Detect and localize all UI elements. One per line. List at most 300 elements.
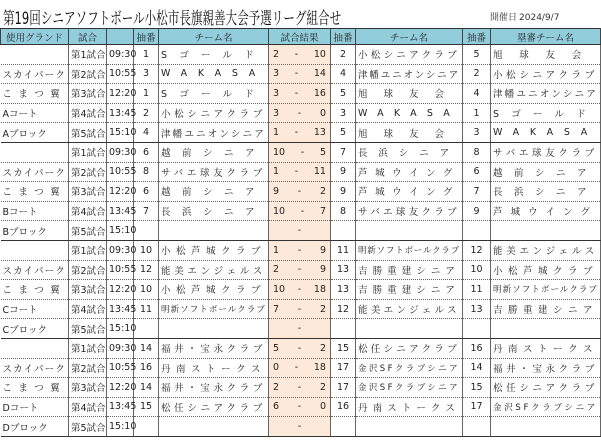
draw-number-2: 17: [331, 378, 356, 398]
header-row: [1, 29, 601, 45]
umpire-team-name: 能美エンジェルス: [493, 246, 598, 258]
header-game: 試合: [69, 29, 107, 45]
ground-cell: [1, 417, 69, 437]
team2-name: 吉勝重建シニア: [358, 265, 460, 277]
team2-cell: [356, 162, 463, 182]
umpire-cell: [491, 338, 601, 358]
draw-number-3: [463, 319, 491, 339]
score-team1: 3: [273, 87, 280, 99]
team2-cell: [356, 64, 463, 84]
table-row: [1, 221, 601, 241]
team2-cell: [356, 103, 463, 123]
score-team2: 18: [313, 283, 326, 295]
umpire-cell: [491, 221, 601, 241]
team2-name: 明新ソフトボールクラブ: [358, 246, 460, 257]
header-draw2: 抽番: [331, 29, 356, 45]
team1-name: 能美エンジェルス: [161, 265, 266, 277]
team2-name: 津幡ユニオンシニア: [358, 69, 460, 81]
ground-label: スカイパーク: [2, 363, 66, 375]
score-team1: 0: [273, 362, 280, 374]
draw-number-3: 11: [463, 280, 491, 300]
team2-name: 金沢SFクラブシニア: [358, 363, 460, 374]
team1-name: 福井・宝永クラブ: [161, 344, 266, 356]
draw-number-2: 11: [331, 240, 356, 260]
ground-cell: [1, 84, 69, 104]
score-cell: [269, 299, 331, 319]
umpire-team-name: 丹南ストークス: [493, 344, 598, 356]
ground-cell: [1, 260, 69, 280]
ground-label: Bコート: [2, 207, 38, 219]
umpire-team-name: 小松シニアクラブ: [493, 69, 598, 81]
ground-label: スカイパーク: [2, 69, 66, 81]
draw-number-2: 7: [331, 142, 356, 162]
score-team2: 5: [319, 146, 326, 158]
game-label: 第2試合: [69, 260, 107, 280]
ground-label: こまつ翼: [2, 89, 66, 101]
team1-cell: [159, 280, 269, 300]
team2-name: 小松シニアクラブ: [358, 50, 460, 62]
game-label: 第2試合: [69, 358, 107, 378]
ground-cell: [1, 338, 69, 358]
table-row: [1, 162, 601, 182]
team1-name: 越前シニア: [161, 187, 266, 199]
game-time: 09:30: [107, 338, 134, 358]
game-label: 第3試合: [69, 182, 107, 202]
team2-name: 長浜シニア: [358, 148, 460, 160]
ground-label: Cブロック: [2, 324, 47, 336]
team2-cell: [356, 182, 463, 202]
draw-number-2: 5: [331, 84, 356, 104]
score-separator: -: [294, 362, 299, 374]
team1-cell: [159, 338, 269, 358]
game-time: 10:55: [107, 162, 134, 182]
draw-number-2: [331, 319, 356, 339]
score-team1: 10: [273, 283, 286, 295]
table-row: [1, 123, 601, 143]
team1-cell: [159, 64, 269, 84]
ground-cell: [1, 182, 69, 202]
game-time: 10:55: [107, 64, 134, 84]
ground-label: Cコート: [2, 305, 38, 317]
umpire-cell: [491, 103, 601, 123]
table-row: [1, 417, 601, 437]
team1-name: 長浜シニア: [161, 207, 266, 219]
draw-number-3: 12: [463, 240, 491, 260]
draw-number-1: 10: [134, 240, 159, 260]
draw-number-3: 2: [463, 64, 491, 84]
score-team2: 0: [319, 107, 326, 119]
score-cell: [269, 397, 331, 417]
team1-name: Sゴールド: [161, 50, 266, 62]
umpire-cell: [491, 182, 601, 202]
game-label: 第2試合: [69, 162, 107, 182]
team1-cell: [159, 84, 269, 104]
draw-number-1: 16: [134, 358, 159, 378]
team1-name: 小松芦城クラブ: [161, 285, 266, 297]
ground-cell: [1, 358, 69, 378]
game-label: 第1試合: [69, 142, 107, 162]
team1-name: Sゴールド: [161, 89, 266, 101]
ground-label: Aブロック: [2, 128, 47, 140]
ground-cell: [1, 142, 69, 162]
team2-cell: [356, 142, 463, 162]
umpire-team-name: WAKASA: [493, 127, 598, 139]
draw-number-1: 15: [134, 397, 159, 417]
team1-cell: [159, 417, 269, 437]
score-team1: 1: [273, 127, 280, 139]
score-separator: -: [297, 323, 302, 335]
team2-name: 旭球友会: [358, 128, 460, 140]
draw-number-2: 17: [331, 358, 356, 378]
game-time: 12:20: [107, 280, 134, 300]
score-separator: -: [297, 244, 302, 256]
table-row: [1, 64, 601, 84]
team1-name: 明新ソフトボールクラブ: [161, 305, 266, 316]
umpire-cell: [491, 162, 601, 182]
game-time: 15:10: [107, 221, 134, 241]
team2-cell: [356, 397, 463, 417]
draw-number-3: 9: [463, 201, 491, 221]
score-cell: [269, 182, 331, 202]
draw-number-2: 12: [331, 299, 356, 319]
score-team2: 7: [319, 205, 326, 217]
draw-number-2: [331, 221, 356, 241]
ground-cell: [1, 201, 69, 221]
draw-number-2: [331, 417, 356, 437]
draw-number-3: 16: [463, 338, 491, 358]
score-separator: -: [294, 68, 299, 80]
draw-number-1: 3: [134, 64, 159, 84]
game-time: 15:10: [107, 319, 134, 339]
score-team1: 2: [273, 264, 280, 276]
score-team1: 2: [273, 381, 280, 393]
draw-number-2: 16: [331, 397, 356, 417]
draw-number-2: 15: [331, 338, 356, 358]
ground-cell: [1, 240, 69, 260]
score-team2: 9: [319, 244, 326, 256]
game-time: 10:55: [107, 260, 134, 280]
team1-cell: [159, 182, 269, 202]
page-title: 第19回シニアソフトボール小松市長旗親善大会予選リーグ組合せ: [3, 9, 342, 29]
draw-number-1: 1: [134, 45, 159, 65]
game-label: 第4試合: [69, 299, 107, 319]
draw-number-1: 14: [134, 378, 159, 398]
score-separator: -: [294, 87, 299, 99]
team2-name: 芦城ウイング: [358, 167, 460, 179]
game-label: 第1試合: [69, 240, 107, 260]
team1-name: サバエ球友クラブ: [161, 167, 266, 179]
game-time: 09:30: [107, 45, 134, 65]
draw-number-3: 5: [463, 45, 491, 65]
score-cell: [269, 338, 331, 358]
draw-number-1: [134, 319, 159, 339]
score-separator: -: [297, 303, 302, 315]
draw-number-2: 3: [331, 103, 356, 123]
table-row: [1, 338, 601, 358]
score-team1: 2: [273, 48, 280, 60]
score-team2: 10: [313, 48, 326, 60]
table-row: [1, 45, 601, 65]
team2-cell: [356, 201, 463, 221]
ground-label: Dブロック: [2, 422, 48, 434]
game-label: 第1試合: [69, 338, 107, 358]
umpire-cell: [491, 280, 601, 300]
score-separator: -: [297, 421, 302, 433]
draw-number-3: 10: [463, 260, 491, 280]
team2-name: 旭球友会: [358, 89, 460, 101]
ground-cell: [1, 64, 69, 84]
umpire-team-name: 旭球友会: [493, 50, 598, 62]
ground-label: Aコート: [2, 109, 38, 121]
umpire-cell: [491, 260, 601, 280]
score-cell: [269, 142, 331, 162]
score-team1: 10: [273, 205, 286, 217]
team2-name: 吉勝重建シニア: [358, 285, 460, 297]
draw-number-3: [463, 417, 491, 437]
score-team1: 9: [273, 185, 280, 197]
ground-label: スカイパーク: [2, 167, 66, 179]
header-ground: 使用グランド: [1, 29, 69, 45]
ground-label: こまつ翼: [2, 383, 66, 395]
table-row: [1, 260, 601, 280]
score-cell: [269, 240, 331, 260]
score-team2: 13: [313, 127, 326, 139]
team2-cell: [356, 45, 463, 65]
score-cell: [269, 123, 331, 143]
draw-number-2: 8: [331, 201, 356, 221]
team1-name: 丹南ストークス: [161, 363, 266, 375]
game-time: 13:45: [107, 397, 134, 417]
team2-cell: [356, 338, 463, 358]
table-row: [1, 182, 601, 202]
umpire-team-name: 芦城ウイング: [493, 207, 598, 219]
score-cell: [269, 84, 331, 104]
umpire-team-name: 金沢SFクラブシニア: [493, 402, 598, 413]
umpire-cell: [491, 201, 601, 221]
draw-number-3: [463, 221, 491, 241]
team2-name: 金沢SFクラブシニア: [358, 383, 460, 394]
team2-name: 丹南ストークス: [358, 402, 460, 414]
score-team1: 10: [273, 146, 286, 158]
game-label: 第1試合: [69, 45, 107, 65]
game-time: 13:45: [107, 201, 134, 221]
score-cell: [269, 260, 331, 280]
schedule-body: [1, 45, 601, 437]
score-separator: -: [300, 146, 305, 158]
score-cell: [269, 417, 331, 437]
score-cell: [269, 378, 331, 398]
game-label: 第5試合: [69, 221, 107, 241]
draw-number-1: 8: [134, 162, 159, 182]
draw-number-2: 5: [331, 123, 356, 143]
header-result: 試合結果: [269, 29, 331, 45]
team2-cell: [356, 280, 463, 300]
umpire-cell: [491, 142, 601, 162]
team1-cell: [159, 45, 269, 65]
umpire-team-name: 長浜シニア: [493, 187, 598, 199]
team2-cell: [356, 260, 463, 280]
score-cell: [269, 162, 331, 182]
score-team1: 3: [273, 107, 280, 119]
date-label: 開催日: [490, 13, 518, 23]
game-label: 第5試合: [69, 123, 107, 143]
score-team2: 14: [313, 68, 326, 80]
umpire-team-name: 福井・宝永クラブ: [493, 363, 598, 375]
game-time: 09:30: [107, 142, 134, 162]
table-row: [1, 103, 601, 123]
umpire-cell: [491, 299, 601, 319]
team2-name: サバエ球友クラブ: [358, 207, 460, 219]
draw-number-1: 6: [134, 182, 159, 202]
team2-cell: [356, 378, 463, 398]
score-team2: 2: [319, 381, 326, 393]
ground-label: スカイパーク: [2, 265, 66, 277]
draw-number-3: 14: [463, 358, 491, 378]
table-row: [1, 142, 601, 162]
score-cell: [269, 319, 331, 339]
game-time: 12:20: [107, 84, 134, 104]
game-label: 第3試合: [69, 84, 107, 104]
draw-number-1: 4: [134, 123, 159, 143]
umpire-cell: [491, 240, 601, 260]
umpire-cell: [491, 397, 601, 417]
score-separator: -: [297, 225, 302, 237]
draw-number-3: 17: [463, 397, 491, 417]
table-row: [1, 358, 601, 378]
header-team2: チーム名: [356, 29, 463, 45]
header-team1: チーム名: [159, 29, 269, 45]
ground-cell: [1, 103, 69, 123]
score-cell: [269, 103, 331, 123]
game-label: 第2試合: [69, 64, 107, 84]
ground-cell: [1, 319, 69, 339]
team1-name: WAKASA: [161, 68, 266, 80]
score-cell: [269, 64, 331, 84]
team1-cell: [159, 378, 269, 398]
ground-cell: [1, 45, 69, 65]
draw-number-1: 2: [134, 103, 159, 123]
team2-cell: [356, 299, 463, 319]
team1-name: 小松シニアクラブ: [161, 109, 266, 121]
game-label: 第5試合: [69, 417, 107, 437]
umpire-cell: [491, 84, 601, 104]
draw-number-1: 10: [134, 280, 159, 300]
score-cell: [269, 201, 331, 221]
draw-number-2: 13: [331, 280, 356, 300]
team1-cell: [159, 358, 269, 378]
score-separator: -: [297, 401, 302, 413]
draw-number-3: 8: [463, 142, 491, 162]
score-cell: [269, 221, 331, 241]
draw-number-1: 12: [134, 260, 159, 280]
score-separator: -: [297, 283, 302, 295]
umpire-team-name: Sゴールド: [493, 109, 598, 121]
draw-number-1: 6: [134, 142, 159, 162]
draw-number-2: 2: [331, 45, 356, 65]
game-time: 12:20: [107, 182, 134, 202]
ground-cell: [1, 123, 69, 143]
game-time: 12:20: [107, 378, 134, 398]
draw-number-1: [134, 417, 159, 437]
score-team1: 1: [273, 166, 280, 178]
game-label: 第4試合: [69, 397, 107, 417]
game-label: 第4試合: [69, 201, 107, 221]
game-label: 第3試合: [69, 378, 107, 398]
draw-number-1: 1: [134, 84, 159, 104]
draw-number-1: [134, 221, 159, 241]
table-row: [1, 280, 601, 300]
draw-number-3: 6: [463, 162, 491, 182]
score-separator: -: [300, 205, 305, 217]
game-label: 第4試合: [69, 103, 107, 123]
team2-name: 松任シニアクラブ: [358, 344, 460, 356]
ground-cell: [1, 221, 69, 241]
game-label: 第3試合: [69, 280, 107, 300]
team1-cell: [159, 319, 269, 339]
ground-cell: [1, 280, 69, 300]
umpire-cell: [491, 319, 601, 339]
umpire-cell: [491, 123, 601, 143]
umpire-team-name: 松任シニアクラブ: [493, 383, 598, 395]
ground-cell: [1, 299, 69, 319]
table-row: [1, 84, 601, 104]
score-separator: -: [297, 342, 302, 354]
team2-cell: [356, 417, 463, 437]
team1-cell: [159, 240, 269, 260]
team1-cell: [159, 221, 269, 241]
team1-cell: [159, 103, 269, 123]
score-cell: [269, 358, 331, 378]
draw-number-3: 4: [463, 84, 491, 104]
ground-cell: [1, 397, 69, 417]
table-row: [1, 240, 601, 260]
team2-name: 能美エンジェルス: [358, 305, 460, 317]
score-separator: -: [297, 185, 302, 197]
score-team2: 16: [313, 87, 326, 99]
draw-number-3: 15: [463, 378, 491, 398]
umpire-cell: [491, 45, 601, 65]
team1-cell: [159, 123, 269, 143]
umpire-team-name: 小松芦城クラブ: [493, 265, 598, 277]
score-team2: 11: [313, 166, 326, 178]
score-cell: [269, 45, 331, 65]
team2-cell: [356, 221, 463, 241]
game-time: 10:55: [107, 358, 134, 378]
team1-name: 福井・宝永クラブ: [161, 383, 266, 395]
ground-label: こまつ翼: [2, 285, 66, 297]
score-team2: 2: [319, 185, 326, 197]
score-team2: 2: [319, 342, 326, 354]
draw-number-1: 14: [134, 338, 159, 358]
draw-number-3: 7: [463, 182, 491, 202]
header-umpire: 塁審チーム名: [491, 29, 601, 45]
table-row: [1, 201, 601, 221]
umpire-cell: [491, 378, 601, 398]
draw-number-2: 4: [331, 64, 356, 84]
team1-cell: [159, 299, 269, 319]
score-team1: 1: [273, 244, 280, 256]
draw-number-2: 9: [331, 182, 356, 202]
team2-cell: [356, 358, 463, 378]
umpire-cell: [491, 64, 601, 84]
header-draw1: 抽番: [134, 29, 159, 45]
draw-number-3: 1: [463, 103, 491, 123]
score-team1: 3: [273, 68, 280, 80]
draw-number-3: 13: [463, 299, 491, 319]
ground-label: Bブロック: [2, 226, 47, 238]
score-team2: 0: [319, 401, 326, 413]
table-row: [1, 299, 601, 319]
